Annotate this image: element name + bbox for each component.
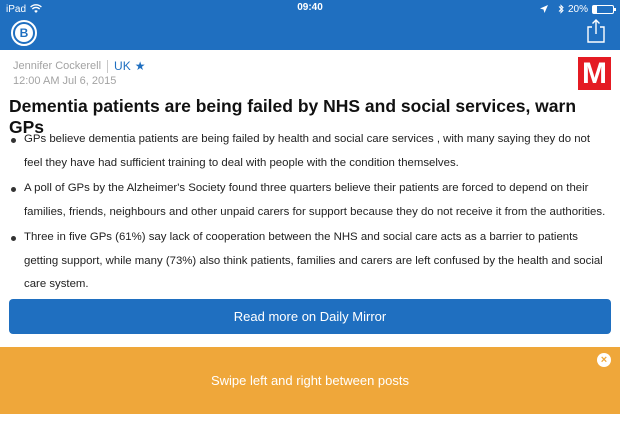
bluetooth-icon [558,4,564,14]
battery-icon [592,5,614,14]
summary-bullet: A poll of GPs by the Alzheimer's Society found three quarters believe their patients are forced to depend on their families, friends, neighbours and other unpaid carers for support because they do not receive it from the authorities. [9,177,611,224]
country-tag[interactable]: UK [114,59,131,73]
swipe-hint-text: Swipe left and right between posts [210,373,409,388]
author-name[interactable]: Jennifer Cockerell [13,60,102,72]
star-icon[interactable]: ★ [134,59,146,73]
status-time: 09:40 [297,2,323,13]
share-icon[interactable] [586,18,606,44]
status-right [540,2,614,16]
article-headline: Dementia patients are being failed by NHS and social services, warn GPs [9,96,577,137]
read-more-button[interactable]: Read more on Daily Mirror [9,299,611,334]
article-meta [13,59,145,87]
app-logo-letter: B [15,24,33,42]
location-arrow-icon [540,5,548,13]
meta-divider [107,60,108,73]
summary-bullet: GPs believe dementia patients are being failed by health and social care services , with many saying they do not feel they have had sufficient training to deal with people with the condition themselves. [9,128,611,175]
daily-mirror-logo: M [578,57,611,90]
article-summary [9,128,611,299]
swipe-hint-banner [0,347,620,414]
battery-percent: 20% [567,3,588,15]
top-bar [0,0,620,50]
author-line [13,59,145,73]
summary-bullet: Three in five GPs (61%) say lack of cooperation between the NHS and social care acts as a barrier to patients getting support, while many (73%) also think patients, families and carers are left confused by the health and social care system. [9,226,611,297]
battery-fill [593,6,597,13]
app-logo-button[interactable] [11,20,37,46]
device-name: iPad [6,3,27,15]
publish-date: 12:00 AM Jul 6, 2015 [13,75,117,87]
close-icon[interactable]: × [597,353,611,367]
